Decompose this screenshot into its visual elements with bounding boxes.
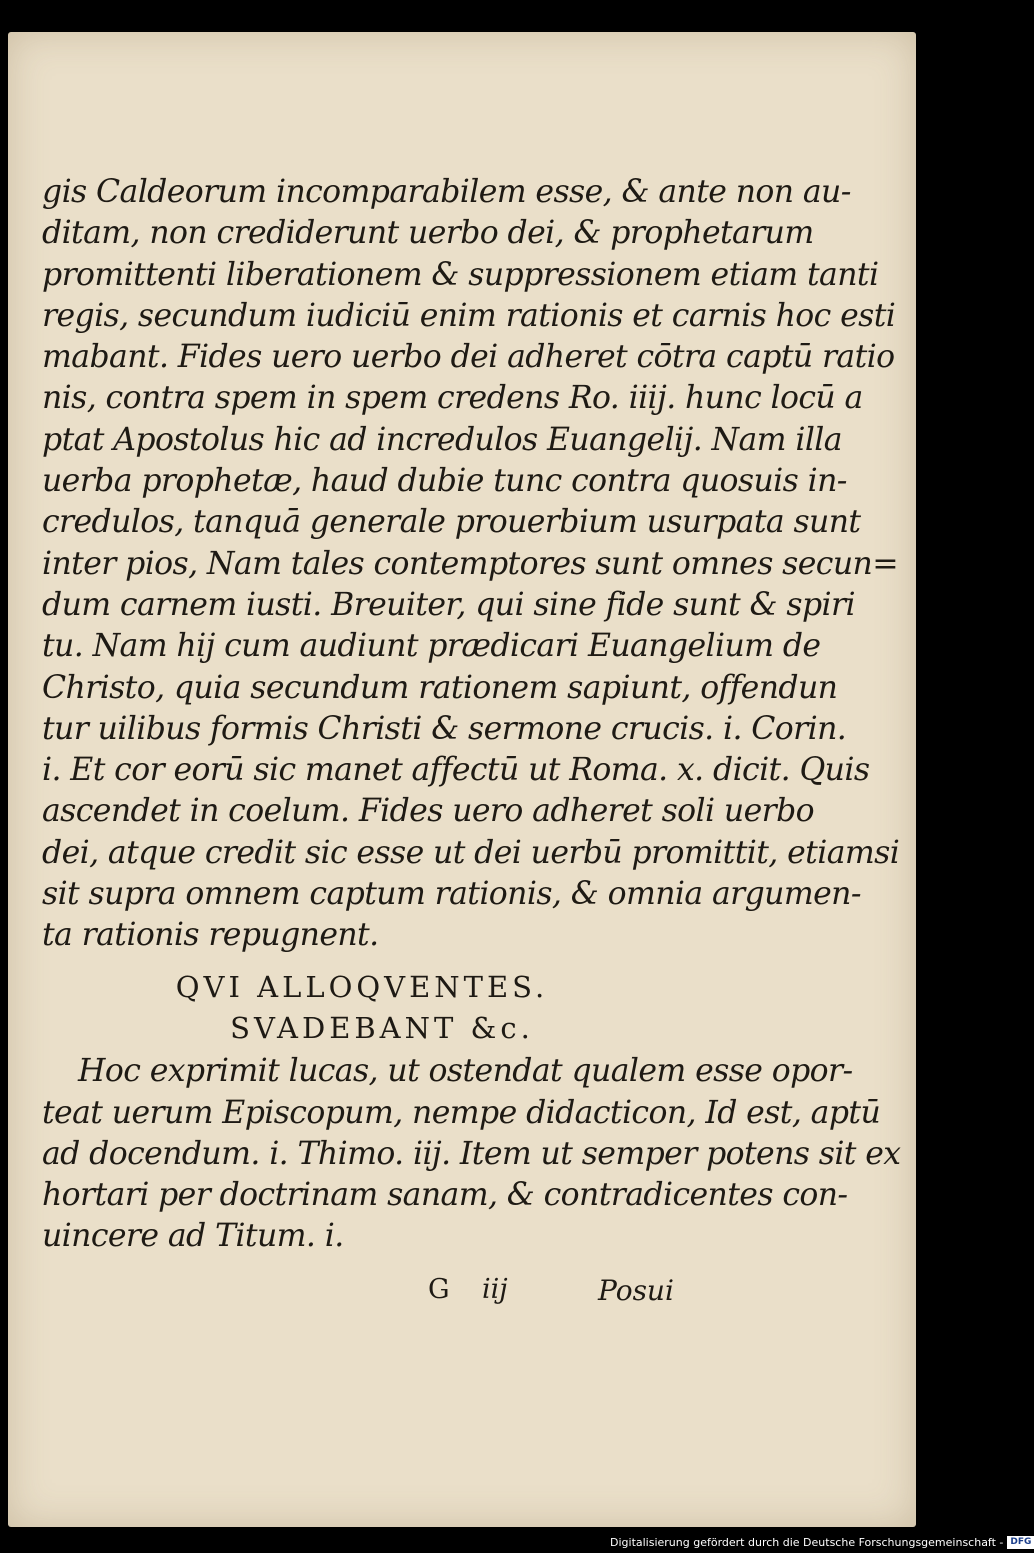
text-line: uincere ad Titum. i. bbox=[42, 1218, 344, 1255]
text-line: uerba prophetæ, haud dubie tunc contra quosuis in- bbox=[42, 463, 847, 500]
text-line: dum carnem iusti. Breuiter, qui sine fide sunt & spiri bbox=[42, 586, 855, 623]
text-line: regis, secundum iudiciū enim rationis et carnis hoc esti bbox=[42, 297, 896, 334]
text-line: ditam, non crediderunt uerbo dei, & prophetarum bbox=[42, 215, 814, 252]
page-footer bbox=[8, 1274, 688, 1314]
text-line: tur uilibus formis Christi & sermone crucis. i. Corin. bbox=[42, 710, 847, 747]
book-page bbox=[8, 32, 916, 1527]
text-line: inter pios, Nam tales contemptores sunt omnes secun= bbox=[42, 545, 898, 582]
text-line: ascendet in coelum. Fides uero adheret soli uerbo bbox=[42, 793, 815, 830]
signature-mark: G bbox=[428, 1274, 450, 1305]
credit-text: Digitalisierung gefördert durch die Deutsche Forschungsgemeinschaft - bbox=[610, 1536, 1004, 1549]
text-line: sit supra omnem captum rationis, & omnia argumen- bbox=[42, 876, 861, 913]
text-line: hortari per doctrinam sanam, & contradicentes con- bbox=[42, 1177, 848, 1214]
section-heading-line-1: QVI ALLOQVENTES. bbox=[175, 969, 549, 1004]
paragraph-1 bbox=[42, 172, 900, 957]
text-line: nis, contra spem in spem credens Ro. iiij. hunc locū a bbox=[42, 380, 863, 417]
text-line: promittenti liberationem & suppressionem etiam tanti bbox=[42, 256, 879, 293]
paragraph-2 bbox=[42, 1051, 901, 1257]
signature-number: iij bbox=[482, 1274, 508, 1305]
text-line: Christo, quia secundum rationem sapiunt, offendun bbox=[42, 669, 838, 706]
text-line: gis Caldeorum incomparabilem esse, & ante non au- bbox=[42, 174, 851, 210]
text-line: credulos, tanquā generale prouerbium usurpata sunt bbox=[42, 504, 861, 541]
text-line: ta rationis repugnent. bbox=[42, 917, 379, 954]
text-line: tu. Nam hij cum audiunt prædicari Euangelium de bbox=[42, 628, 821, 665]
text-line: Hoc exprimit lucas, ut ostendat qualem esse opor- bbox=[78, 1053, 853, 1090]
catchword: Posui bbox=[598, 1274, 674, 1307]
main-text bbox=[42, 172, 901, 1258]
dfg-logo: DFG bbox=[1007, 1536, 1034, 1549]
text-line: ptat Apostolus hic ad incredulos Euangelij. Nam illa bbox=[42, 421, 842, 458]
text-line: i. Et cor eorū sic manet affectū ut Roma. x. dicit. Quis bbox=[42, 752, 870, 789]
text-line: dei, atque credit sic esse ut dei uerbū promittit, etiamsi bbox=[42, 834, 900, 871]
text-line: mabant. Fides uero uerbo dei adheret cōtra captū ratio bbox=[42, 339, 895, 376]
section-heading-line-2: SVADEBANT &c. bbox=[230, 1010, 534, 1045]
text-line: teat uerum Episcopum, nempe didacticon, Id est, aptū bbox=[42, 1094, 881, 1131]
text-line: ad docendum. i. Thimo. iij. Item ut semper potens sit ex bbox=[42, 1135, 901, 1172]
digitization-credit bbox=[610, 1536, 1034, 1549]
